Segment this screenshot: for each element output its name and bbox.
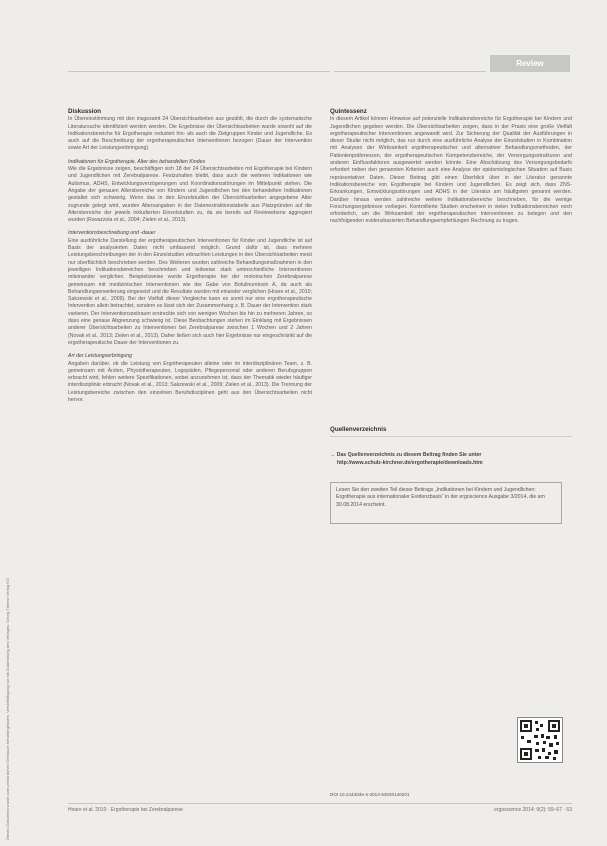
discussion-heading: Diskussion xyxy=(68,108,102,115)
header-rule-left xyxy=(68,71,330,72)
discussion-intro: In Übereinstimmung mit den insgesamt 24 Übersichtsarbeiten aus gezählt, die durch die systematische Literatursuche identifiziert werden werden. Die Ergebnisse der Übersichtsarbeiten wurde sowohl auf die Indikationsbereiche für Ergotherapie reduziert hin- als auch die Zielgruppen Kinder und Jugendliche. Es auch auf die Beschreibung der ergotherapeutischen Interventionen bezogen (Dauer der Intervention sowie Art der Leistungserbringung). xyxy=(68,116,312,152)
sources-link[interactable]: http://www.schulz-kirchner.de/ergotherapie/downloads.htm xyxy=(337,460,483,466)
delivery-subheading: Art der Leistungserbringung xyxy=(68,353,133,360)
footer-rule xyxy=(68,803,572,804)
sources-note: → Das Quellenverzeichnis zu diesem Beitrag finden Sie unter xyxy=(330,452,482,458)
right-column xyxy=(330,108,572,226)
sources-rule xyxy=(330,436,572,437)
header-rule-right xyxy=(334,71,486,72)
indications-paragraph: Wie die Ergebnisse zeigen, beschäftigen sich 18 der 24 Übersichtsarbeiten mit Ergotherapie bei Kindern und Jugendlichen mit Zerebralparese. Festzuhalten bleibt, dass auch die weiteren Indikationen wie Autismus, ADHS, Entwicklungsverzögerungen und Koordinationsstörungen im Mittelpunkt stehen. Die Angabe der genauen Altersbereiche von Kindern und Jugendlichen bei den behandelten Indikationen gestaltet sich schwierig. Wenn das in den Einzelstudien der Übersichtsarbeiten angegebene Alter zugrunde gelegt wird, wurden Altersangaben in der Datenextraktionstabelle aus Platzgründen auf die Altersbereiche der jeweils inkludierten Einzelstudien zu, da sie bereits auf Reviewebene aggregiert wurden (Ravazzola et al., 2004; Zielen et al., 2013). xyxy=(68,166,312,224)
section-tab: Review xyxy=(490,55,570,72)
intervention-subheading: Interventionsbeschreibung und -dauer xyxy=(68,230,156,237)
info-box: Lesen Sie den zweiten Teil dieser Beitrags „Indikationen bei Kindern und Jugendlichen: Ergotherapie aus internationaler Evidenzbasis“ in der ergoscience Ausgabe 3/2014, die am 30.08.2014 erscheint. xyxy=(330,482,562,524)
doi-line: DOI 10.2443/skv-s-2014-53020140201 xyxy=(330,792,410,797)
sources-heading: Quellenverzeichnis xyxy=(330,426,387,433)
delivery-paragraph: Angaben darüber, ob die Leistung von Ergotherapeuten alleine oder im interdisziplinären Team, z. B. gemeinsam mit Ärzten, Physiotherapeuten, Logopäden, Pflegepersonal oder anderen Berufsgruppen erbracht wird, fehlen weitere Spezifikationen, wobei anzunehmen ist, dass der Thematik wieder häufiger interdisziplinär erbracht (Novak et al., 2013; Sakzewski et al., 2009; Zielen et al., 2013). Die Trennung der Leistungsbereiche zwischen den einzelnen Berufsdisziplinen geht aus den Übersichtsarbeiten nicht hervor. xyxy=(68,360,312,403)
intervention-paragraph: Eine ausführliche Darstellung der ergotherapeutischen Interventionen für Kinder und Jugendliche ist auf Basis der analysierten Daten nicht umfassend möglich. Grund dafür ist, dass mehrere Leistungsbeschreibungen der in den Einzelstudien erbrachten Leistungen in den Übersichtsarbeiten meist nur oberflächlich beschrieben werden. Des Weiteren wurden zahlreiche Behandlungsmaßnahmen in den jeweiligen Indikationsbereichen beschrieben und teilweise stark unterschiedliche Interventionen miteinander verglichen. Beispielsweise wurde Ergotherapie bei der motorischen Zerebralparese gemeinsam mit medizinischen Interventionen wie der Gabe von Botulinumtoxin A, da auch als Behandlungserweiterung eingesetzt und die Resultate wurden mit einander verglichen (Hoare et al., 2010; Sakzewski et al., 2009). Bei der Vielfalt dieser Vergleiche kann es somit nur eine ergotherapeutische Intervention allein betrachtet, sondern es lässt sich der Zusammenhang z. B. Dauer der Intervention stark variieren. Der Interventionszeitraum erstreckte sich von wenigen Wochen bis hin zu mehreren Jahren, so dass eine genaue Abgrenzung schwierig ist. Diese Beobachtungen stehen im Einklang mit Ergebnissen anderer Übersichtsarbeiten zu Interventionen bei Zerebralparese zwischen 1 Wochen und 2 Jahren (Novak et al., 2013; Zielen et al., 2013). Daher ließen sich auch hier Ergebnisse nur eingeschränkt auf die ergotherapeutische Dauer der Interventionen zu. xyxy=(68,237,312,346)
quintessence-heading: Quintessenz xyxy=(330,108,367,115)
footer-citation: Hoare et al. 2010 · Ergotherapie bei Zerebralparese xyxy=(68,807,183,813)
footer-page-info: ergoscience 2014; 9(2): 59–67 · 63 xyxy=(494,807,572,813)
left-column xyxy=(68,108,312,404)
quintessence-paragraph: In diesem Artikel können Hinweise auf potenzielle Indikationsbereiche für Ergotherapie bei Kindern und Jugendlichen gegeben werden. Die Übersichtsarbeiten zeigen, dass in der Praxis eine große Vielfalt ergotherapeutischer Interventionen angewandt wird. Zur Sicherung der Qualität der Ausführungen in dieser Studie nicht möglich, das nur durch eine ausführliche Analyse der Einzelstudien in Kombination mit Analysen der Wirksamkeit ergotherapeutischer und alternativer Behandlungsmethoden, der Patientenpräferenzen, der ergotherapeutischen Kompetenzbereiche, der Versorgungsstrukturen und anderen Einflussfaktoren ausgewertet werden könnte. Eine Abschätzung des Versorgungsbedarfs erfordert neben den genannten Kriterien auch eine Analyse der epidemiologischen Situation auf Basis repräsentativer Daten. Dieser Beitrag gibt einen Überblick über in der Literatur genannte Indikationsbereiche von Ergotherapie bei Kindern und Jugendlichen. Es zeigt sich, dass ZNS-Erkrankungen, Entwicklungsstörungen und ADHS in der Literatur am häufigsten genannt werden. Darüber hinaus werden zahlreiche weitere Indikationsbereiche beschrieben, für die wenige Forschungsergebnisse vorliegen. Kontrollierte Studien erscheinen in vielen Indikationsbereichen noch erforderlich, um die Wirksamkeit der ergotherapeutischen Interventionen zu belegen und den nachfolgenden evidenzbasierten Behandlungsempfehlungen Rechnung zu tragen. xyxy=(330,116,572,225)
qr-code-icon xyxy=(517,717,563,763)
indications-subheading: Indikationen für Ergotherapie, Alter des behandelten Kindes xyxy=(68,158,206,165)
side-note: Dieses Dokument wurde zum persönlichen Gebrauch heruntergeladen. Vervielfältigung nur mit Zustimmung des Verlages. Georg Thieme Verlag KG xyxy=(5,577,10,840)
